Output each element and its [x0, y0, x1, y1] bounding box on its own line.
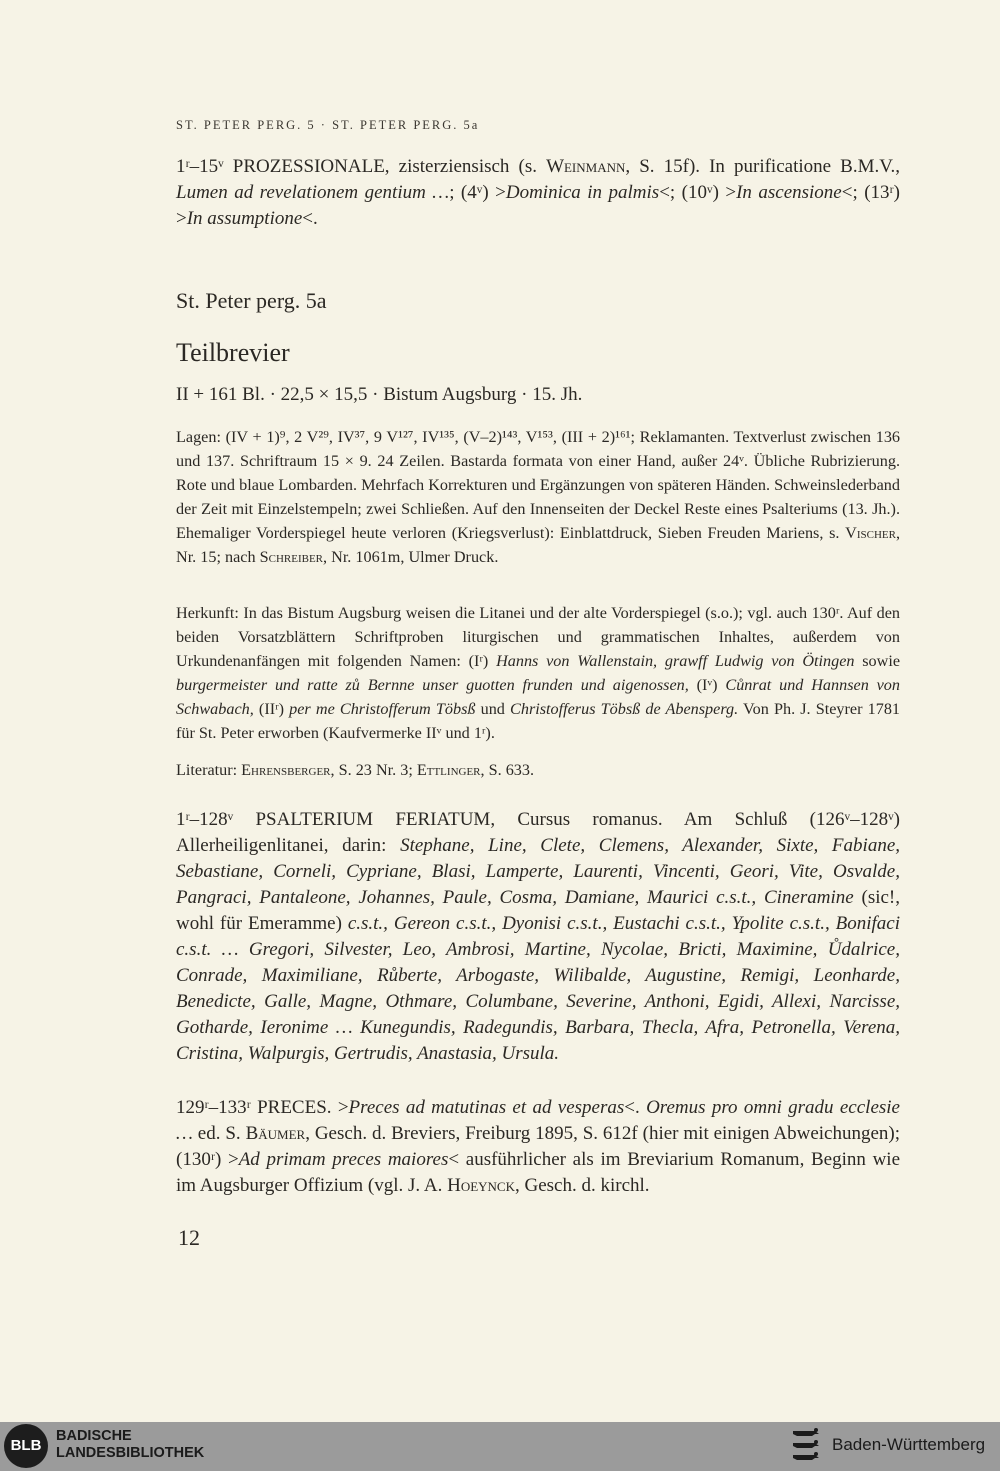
italic-names: Cůnrat und Hannsen von Schwabach, — [176, 676, 900, 718]
text-span: und — [475, 700, 511, 718]
text-span: , S. 23 Nr. 3; — [330, 761, 417, 779]
literatur-paragraph — [176, 758, 900, 782]
italic-litany: Stephane, Line, Clete, Clemens, Alexander, Sixte, Fabiane, Sebastiane, Corneli, Cypriane, Blasi, Lamperte, Laurenti, Vincenti, Geori, Vite, Osvalde, Pangraci, Pantaleone, Johannes, Paule, Cosma, Damiane, Maurici c.s.t., Cineramine — [176, 835, 900, 908]
lagen-paragraph — [176, 425, 900, 569]
italic-names: Christofferus Töbsß de Abensperg. — [510, 700, 739, 718]
text-span: , Nr. 15; nach — [176, 524, 900, 566]
manuscript-signature: St. Peter perg. 5a — [176, 288, 327, 313]
italic-incipit: Oremus pro omni gradu ecclesie … — [176, 1097, 900, 1144]
herkunft-paragraph — [176, 601, 900, 745]
italic-rubric: Dominica in palmis — [505, 182, 660, 203]
library-name-line1: BADISCHE — [56, 1428, 132, 1444]
text-span: <. — [624, 1097, 647, 1118]
preces-paragraph — [176, 1095, 900, 1199]
text-span: , Nr. 1061m, Ulmer Druck. — [323, 548, 499, 566]
library-name[interactable] — [56, 1428, 204, 1462]
italic-rubric: In ascensione — [736, 182, 842, 203]
italic-rubric: In assumptione — [186, 208, 303, 229]
text-span: , Gesch. d. Breviers, Freiburg 1895, S. 612f (hier mit einigen Abweichungen); (130ʳ) > — [176, 1123, 900, 1170]
italic-names: burgermeister und ratte zů Bernne unser guotten frunden und aigenossen, — [176, 676, 689, 694]
running-head: ST. PETER PERG. 5 · ST. PETER PERG. 5a — [176, 118, 480, 132]
text-span: , S. 633. — [480, 761, 535, 779]
italic-names: Hanns von Wallenstain, grawff Ludwig von Ötingen — [496, 652, 855, 670]
text-span: <. — [302, 208, 318, 229]
text-span: Herkunft: In das Bistum Augsburg weisen die Litanei und der alte Vorderspiegel (s.o.); vgl. auch 130ʳ. Auf den beiden Vorsatzblättern Schriftproben liturgischen und grammatischen Inhaltes, außerdem von Urkundenanfängen mit folgenden Namen: (Iʳ) — [176, 604, 900, 670]
italic-rubric: Ad primam preces maiores — [238, 1149, 449, 1170]
text-span: Literatur: — [176, 761, 242, 779]
text-span: (sic!, wohl für Emeramme) — [176, 887, 900, 934]
state-name[interactable]: Baden-Württemberg — [832, 1435, 986, 1454]
text-span: ; (4ᵛ) > — [449, 182, 506, 203]
text-span: < ausführlicher als im Breviarium Romanum, Beginn wie im Augsburger Offizium (vgl. J. A. — [176, 1149, 901, 1196]
text-span: Lagen: (IV + 1)⁹, 2 V²⁹, IV³⁷, 9 V¹²⁷, IV¹³⁵, (V–2)¹⁴³, V¹⁵³, (III + 2)¹⁶¹; Reklamanten. Textverlust zwischen 136 und 137. Schriftraum 15 × 9. 24 Zeilen. Bastarda formata von einer Hand, außer 24ᵛ. Übliche Rubrizierung. Rote und blaue Lombarden. Mehrfach Korrekturen und Ergänzungen von späteren Händen. Schweinslederband der Zeit mit Einzelstempeln; zwei Schließen. Auf den Innenseiten der Deckel Reste eines Psalteriums (13. Jh.). Ehemaliger Vorderspiegel heute verloren (Kriegsverlust): Einblattdruck, Sieben Freuden Mariens, s. — [176, 428, 900, 542]
library-name-line2: LANDESBIBLIOTHEK — [56, 1445, 205, 1461]
author-name: Schreiber — [259, 548, 324, 566]
italic-rubric: Preces ad matutinas et ad vesperas — [348, 1097, 625, 1118]
italic-incipit: Lumen ad revelationem gentium … — [176, 182, 450, 203]
text-span: Von Ph. J. Steyrer 1781 für St. Peter erworben (Kaufvermerke IIᵛ und 1ʳ). — [176, 700, 901, 742]
prev-entry-paragraph — [176, 154, 900, 232]
italic-litany: c.s.t., Gereon c.s.t., Dyonisi c.s.t., Eustachi c.s.t., Ypolite c.s.t., Bonifaci c.s.t. … Gregori, Silvester, Leo, Ambrosi, Martine, Nycolae, Bricti, Maximine, Ůdalrice, Conrade, Maximiliane, Růberte, Arbogaste, Wilibalde, Augustine, Remigi, Leonharde, Benedicte, Galle, Magne, Othmare, Columbane, Severine, Anthoni, Egidi, Allexi, Narcisse, Gotharde, Ieronime … Kunegundis, Radegundis, Barbara, Thecla, Afra, Petronella, Verena, Cristina, Walpurgis, Gertrudis, Anastasia, Ursula. — [176, 913, 900, 1064]
text-span: 129ʳ–133ʳ PRECES. > — [176, 1097, 349, 1118]
author-name: Weinmann — [546, 156, 626, 177]
manuscript-summary: II + 161 Bl. · 22,5 × 15,5 · Bistum Augsburg · 15. Jh. — [176, 384, 583, 405]
text-span: <; (13ʳ) > — [176, 182, 900, 229]
footer-bar — [0, 1422, 1000, 1471]
page-number: 12 — [178, 1225, 200, 1250]
italic-names: per me Christofferum Töbsß — [289, 700, 476, 718]
text-span: zisterziensisch (s. — [389, 156, 547, 177]
text-span: sowie — [854, 652, 900, 670]
text-span: <; (10ᵛ) > — [659, 182, 737, 203]
text-span: ed. S. — [192, 1123, 246, 1144]
manuscript-title: Teilbrevier — [176, 338, 290, 367]
blb-logo[interactable]: BLB — [4, 1424, 48, 1468]
author-name: Hoeynck — [447, 1175, 515, 1196]
psalterium-paragraph — [176, 807, 900, 1067]
text-span: (Iᵛ) — [688, 676, 726, 694]
text-span: 1ʳ–128ᵛ PSALTERIUM FERIATUM, Cursus romanus. Am Schluß (126ᵛ–128ᵛ) Allerheiligenlitanei, darin: — [176, 809, 900, 856]
lions-coat-of-arms-icon — [790, 1427, 822, 1465]
author-name: Ettlinger — [416, 761, 481, 779]
author-name: Bäumer — [245, 1123, 306, 1144]
author-name: Vischer — [845, 524, 896, 542]
text-span: (IIʳ) — [253, 700, 290, 718]
prev-entry-folio: 1ʳ–15ᵛ PROZESSIONALE, — [176, 156, 390, 177]
text-span: , S. 15f). In purificatione B.M.V., — [625, 156, 900, 177]
author-name: Ehrensberger — [241, 761, 331, 779]
text-span: , Gesch. d. kirchl. — [514, 1175, 650, 1196]
